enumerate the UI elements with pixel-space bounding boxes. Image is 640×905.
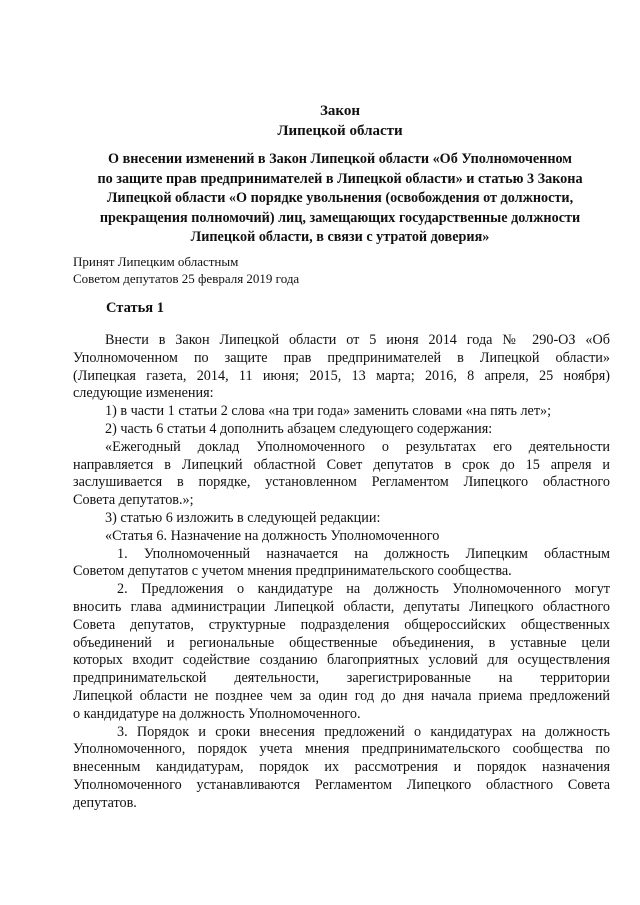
adoption-line: Принят Липецким областным — [73, 254, 239, 269]
body-line: внесенным кандидатурам, порядок их рассмотрения и порядок назначения — [73, 759, 610, 776]
subtitle-line: по защите прав предпринимателей в Липецкой области» и статью 3 Закона — [97, 170, 583, 187]
body-line: вносить глава администрации Липецкой области, депутаты Липецкого областного — [73, 598, 610, 615]
document-title-region: Липецкой области — [277, 123, 403, 139]
body-line: 1) в части 1 статьи 2 слова «на три года» заменить словами «на пять лет»; — [105, 403, 552, 420]
body-line: Совета депутатов, структурные подразделения общероссийских общественных — [73, 616, 610, 633]
subtitle-line: Липецкой области, в связи с утратой доверия» — [190, 229, 490, 245]
body-line: 3) статью 6 изложить в следующей редакции: — [105, 509, 381, 526]
body-line: Уполномоченном по защите прав предпринимателей в Липецкой области» — [73, 349, 610, 366]
subtitle-line: О внесении изменений в Закон Липецкой области «Об Уполномоченном — [108, 151, 572, 167]
article-body — [73, 332, 610, 813]
body-line: Советом депутатов с учетом мнения предпринимательского сообщества. — [73, 563, 512, 580]
adoption-line: Советом депутатов 25 февраля 2019 года — [73, 271, 300, 286]
body-line: предпринимательской деятельности, зарегистрированные на территории — [73, 670, 610, 687]
article-heading: Статья 1 — [106, 300, 164, 316]
body-line: Уполномоченного устанавливаются Регламентом Липецкого областного Совета — [73, 776, 610, 793]
body-line: направляется в Липецкий областной Совет депутатов в срок до 15 апреля и — [73, 456, 610, 473]
subtitle-line: Липецкой области «О порядке увольнения (освобождения от должности, — [106, 190, 574, 206]
body-line: (Липецкая газета, 2014, 11 июня; 2015, 13 марта; 2016, 8 апреля, 25 ноября) — [73, 367, 610, 384]
document-title: Закон — [319, 103, 360, 119]
body-line: депутатов. — [73, 794, 137, 811]
body-line: «Статья 6. Назначение на должность Уполномоченного — [105, 527, 440, 544]
body-line: «Ежегодный доклад Уполномоченного о результатах его деятельности — [105, 438, 610, 455]
body-line: Уполномоченного, порядок учета мнения предпринимательского сообщества по — [73, 741, 610, 758]
body-line: объединений и региональные общественные объединения, в уставные цели — [73, 634, 610, 651]
subtitle-line: прекращения полномочий) лиц, замещающих государственные должности — [99, 209, 581, 226]
body-line: следующие изменения: — [73, 385, 214, 402]
body-line: 1. Уполномоченный назначается на должность Липецким областным — [117, 545, 610, 562]
body-line: Внести в Закон Липецкой области от 5 июня 2014 года № 290-ОЗ «Об — [105, 332, 610, 348]
body-line: 2) часть 6 статьи 4 дополнить абзацем следующего содержания: — [105, 420, 493, 437]
body-line: 2. Предложения о кандидатуре на должность Уполномоченного могут — [117, 581, 610, 598]
body-line: Совета депутатов.»; — [73, 492, 194, 509]
body-line: Липецкой области не позднее чем за один год до дня начала приема предложений — [73, 687, 610, 704]
body-line: 3. Порядок и сроки внесения предложений о кандидатурах на должность — [117, 723, 610, 740]
body-line: о кандидатуре на должность Уполномоченного. — [73, 705, 361, 722]
body-line: которых входит содействие созданию благоприятных условий для осуществления — [73, 652, 610, 669]
body-line: заслушивается в порядке, установленном Регламентом Липецкого областного — [73, 474, 610, 491]
adoption-note — [73, 253, 299, 287]
document-subtitle — [73, 150, 607, 248]
